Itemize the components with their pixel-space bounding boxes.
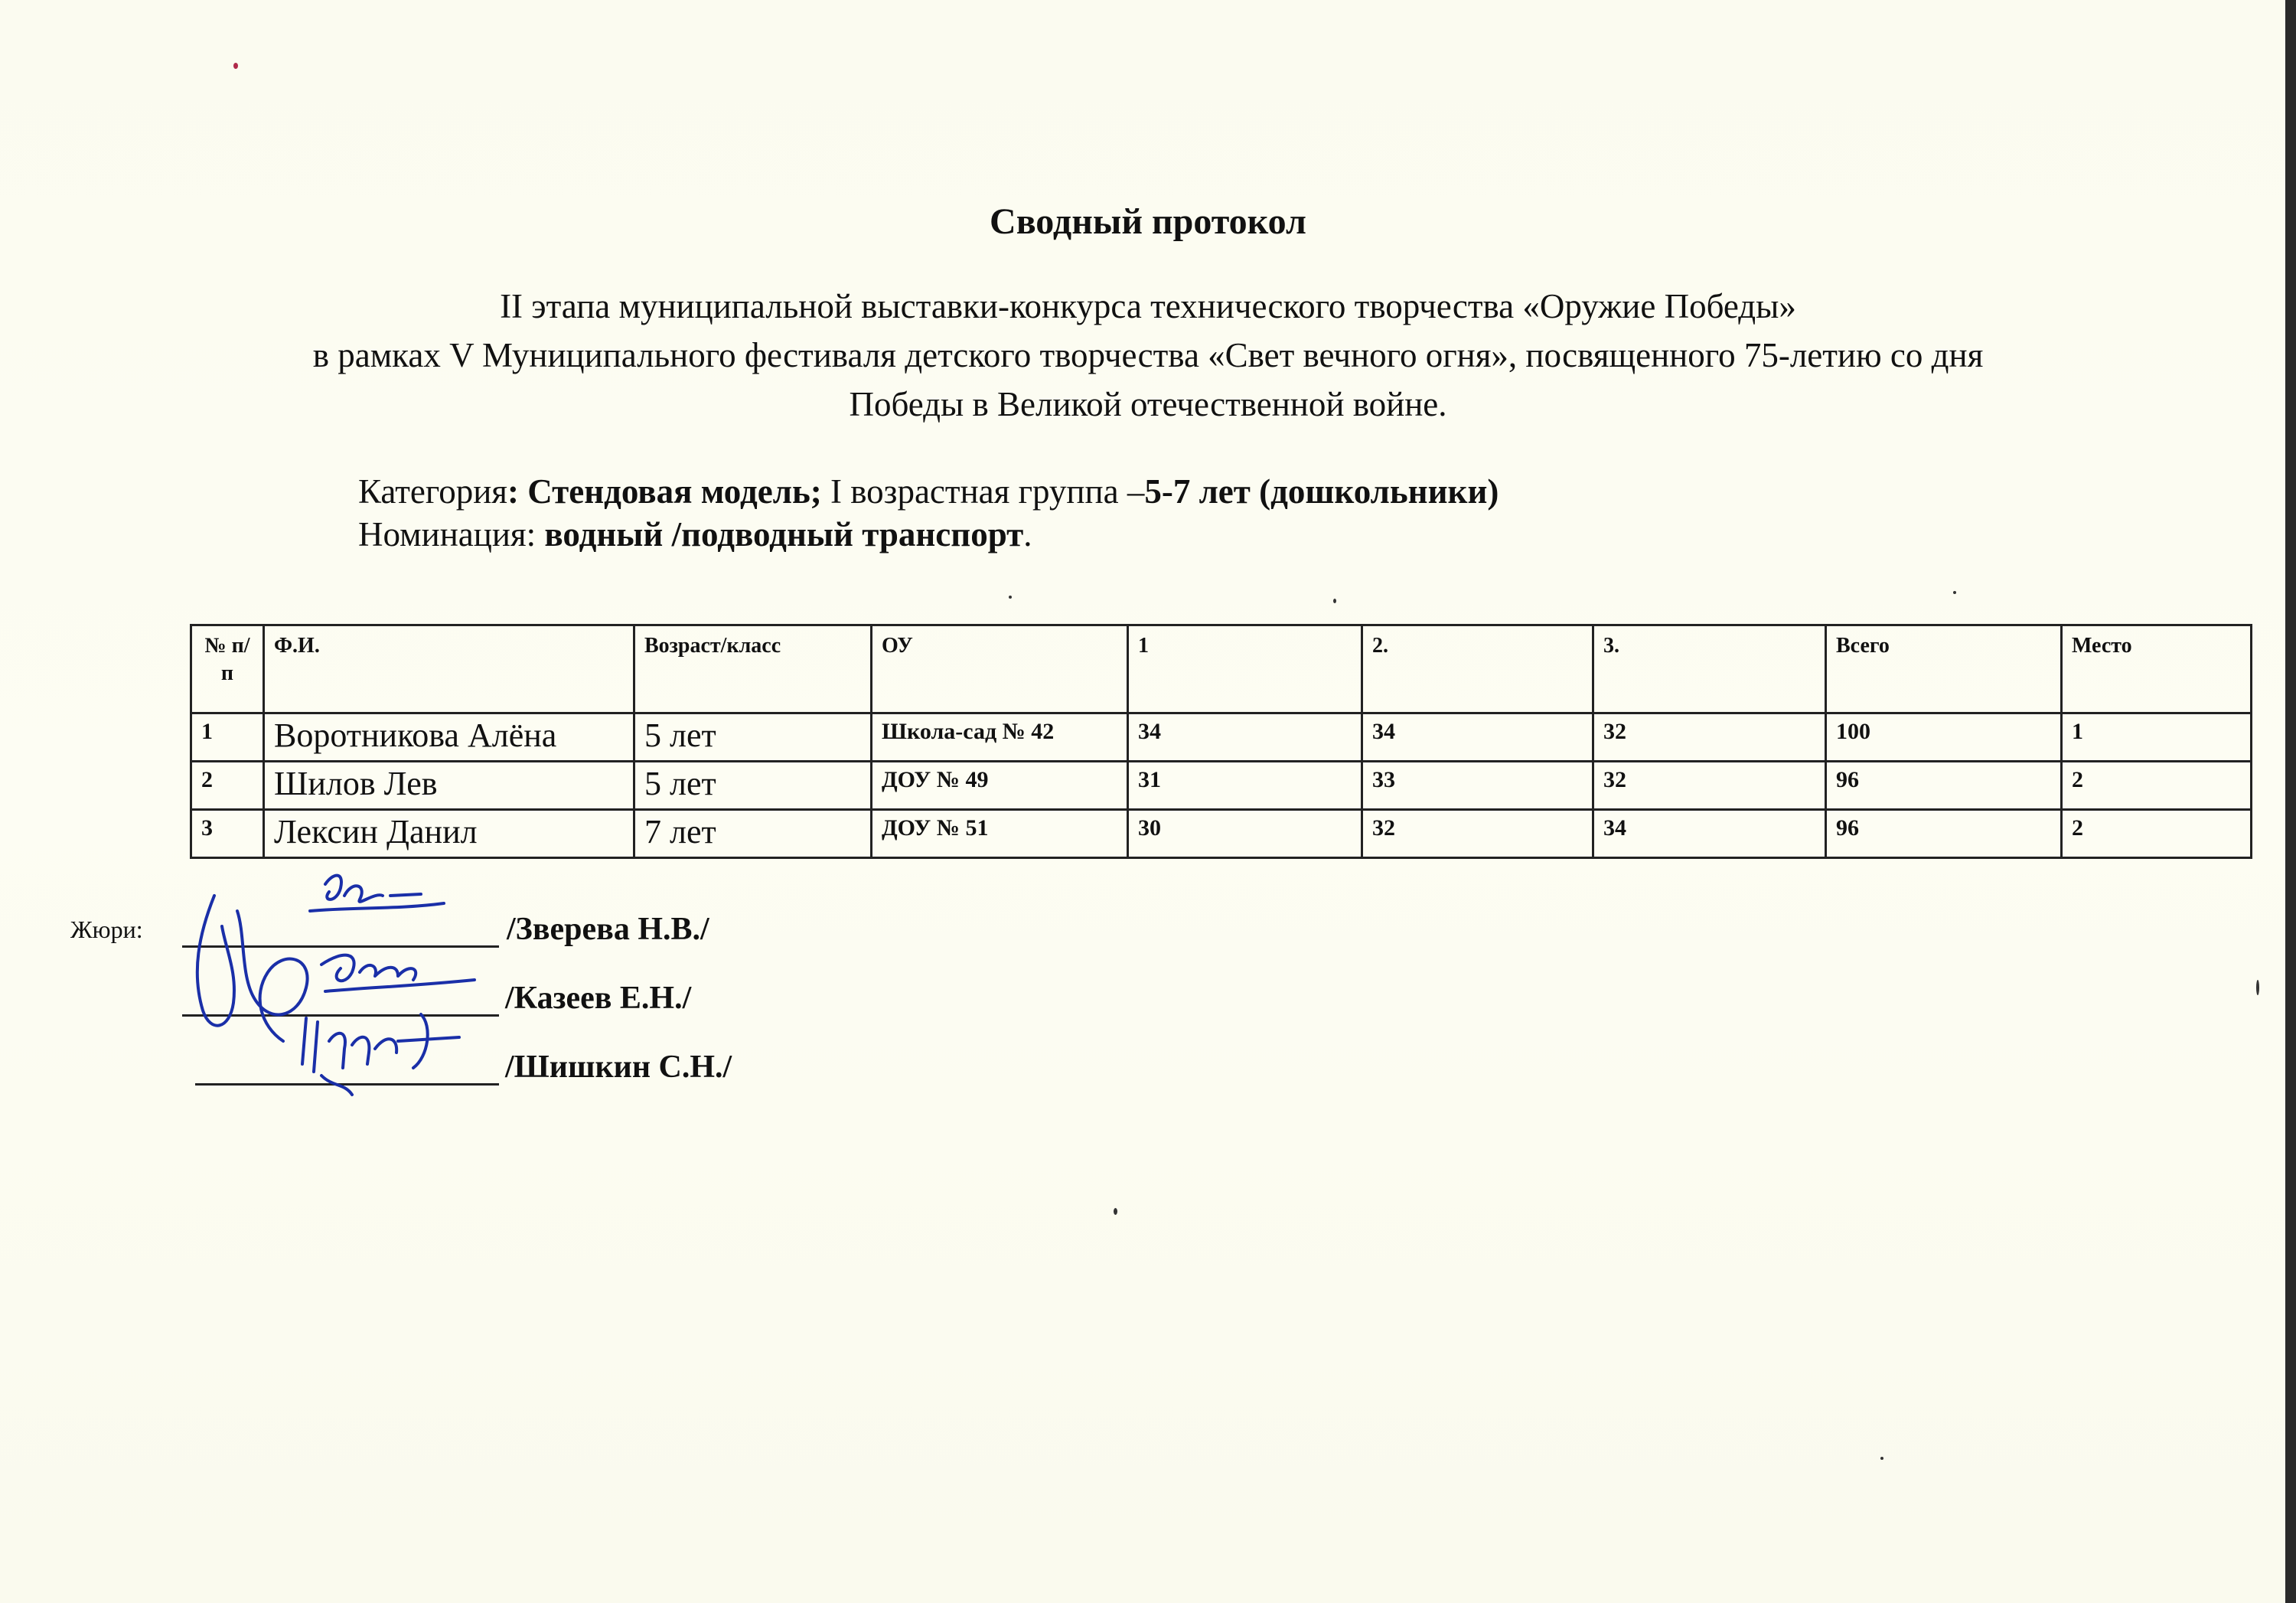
header-score-3: 3. xyxy=(1593,625,1826,713)
category-value: Стендовая модель xyxy=(527,472,810,511)
jury-member-1: /Зверева Н.В./ xyxy=(507,912,709,947)
row-number: 2 xyxy=(191,762,264,810)
participant-name: Шилов Лев xyxy=(264,762,634,810)
place: 2 xyxy=(2062,762,2252,810)
header-score-1: 1 xyxy=(1128,625,1362,713)
participant-age: 7 лет xyxy=(634,810,872,858)
signature-3-stroke xyxy=(302,1014,459,1095)
signature-2-stroke xyxy=(321,955,475,991)
score-total: 96 xyxy=(1826,762,2062,810)
nomination-label: Номинация xyxy=(358,515,527,553)
handwritten-signatures xyxy=(168,865,536,1156)
category-block xyxy=(358,470,1499,556)
document-title: Сводный протокол xyxy=(990,201,1306,242)
age-group-value: 5-7 лет (дошкольники) xyxy=(1144,472,1499,511)
jury-label: Жюри: xyxy=(70,916,143,943)
score-total: 96 xyxy=(1826,810,2062,858)
score-1: 31 xyxy=(1128,762,1362,810)
score-1: 30 xyxy=(1128,810,1362,858)
speck xyxy=(1333,599,1336,603)
score-2: 32 xyxy=(1362,810,1593,858)
participant-school: ДОУ № 49 xyxy=(872,762,1128,810)
score-2: 34 xyxy=(1362,713,1593,762)
score-2: 33 xyxy=(1362,762,1593,810)
signature-1-stroke xyxy=(310,876,444,911)
jury-member-2: /Казеев Е.Н./ xyxy=(505,981,692,1016)
subtitle-line-3: Победы в Великой отечественной войне. xyxy=(849,385,1447,423)
nomination-line: Номинация: водный /подводный транспорт. xyxy=(358,515,1032,553)
table-row xyxy=(191,713,2252,762)
subtitle-line-2: в рамках V Муниципального фестиваля детского творчества «Свет вечного огня», посвященного 75-летию со дня xyxy=(312,336,1984,374)
score-3: 32 xyxy=(1593,713,1826,762)
category-label: Категория xyxy=(358,472,507,511)
header-number: № п/п xyxy=(191,625,264,713)
table-header-row xyxy=(191,625,2252,713)
speck xyxy=(1880,1457,1883,1460)
speck xyxy=(233,63,238,69)
jury-member-3: /Шишкин С.Н./ xyxy=(505,1050,732,1085)
header-name: Ф.И. xyxy=(264,625,634,713)
table-row xyxy=(191,762,2252,810)
header-score-2: 2. xyxy=(1362,625,1593,713)
score-1: 34 xyxy=(1128,713,1362,762)
participant-age: 5 лет xyxy=(634,762,872,810)
participant-school: ДОУ № 51 xyxy=(872,810,1128,858)
participant-name: Воротникова Алёна xyxy=(264,713,634,762)
score-total: 100 xyxy=(1826,713,2062,762)
score-3: 32 xyxy=(1593,762,1826,810)
header-school: ОУ xyxy=(872,625,1128,713)
results-table xyxy=(190,624,2252,859)
document-subtitle xyxy=(0,282,2296,429)
row-number: 1 xyxy=(191,713,264,762)
participant-age: 5 лет xyxy=(634,713,872,762)
header-age: Возраст/класс xyxy=(634,625,872,713)
age-group-label: I возрастная группа – xyxy=(830,472,1145,511)
subtitle-line-1: II этапа муниципальной выставки-конкурса технического творчества «Оружие Победы» xyxy=(500,287,1796,325)
speck xyxy=(1114,1208,1117,1215)
header-place: Место xyxy=(2062,625,2252,713)
place: 1 xyxy=(2062,713,2252,762)
speck xyxy=(1953,591,1956,594)
place: 2 xyxy=(2062,810,2252,858)
score-3: 34 xyxy=(1593,810,1826,858)
speck xyxy=(1009,596,1012,599)
header-total: Всего xyxy=(1826,625,2062,713)
signature-big-stroke xyxy=(197,896,308,1041)
table-row xyxy=(191,810,2252,858)
category-line: Категория: Стендовая модель; I возрастная группа –5-7 лет (дошкольники) xyxy=(358,472,1499,511)
participant-school: Школа-сад № 42 xyxy=(872,713,1128,762)
row-number: 3 xyxy=(191,810,264,858)
speck xyxy=(2256,980,2259,995)
participant-name: Лексин Данил xyxy=(264,810,634,858)
nomination-value: водный /подводный транспорт xyxy=(544,515,1024,553)
